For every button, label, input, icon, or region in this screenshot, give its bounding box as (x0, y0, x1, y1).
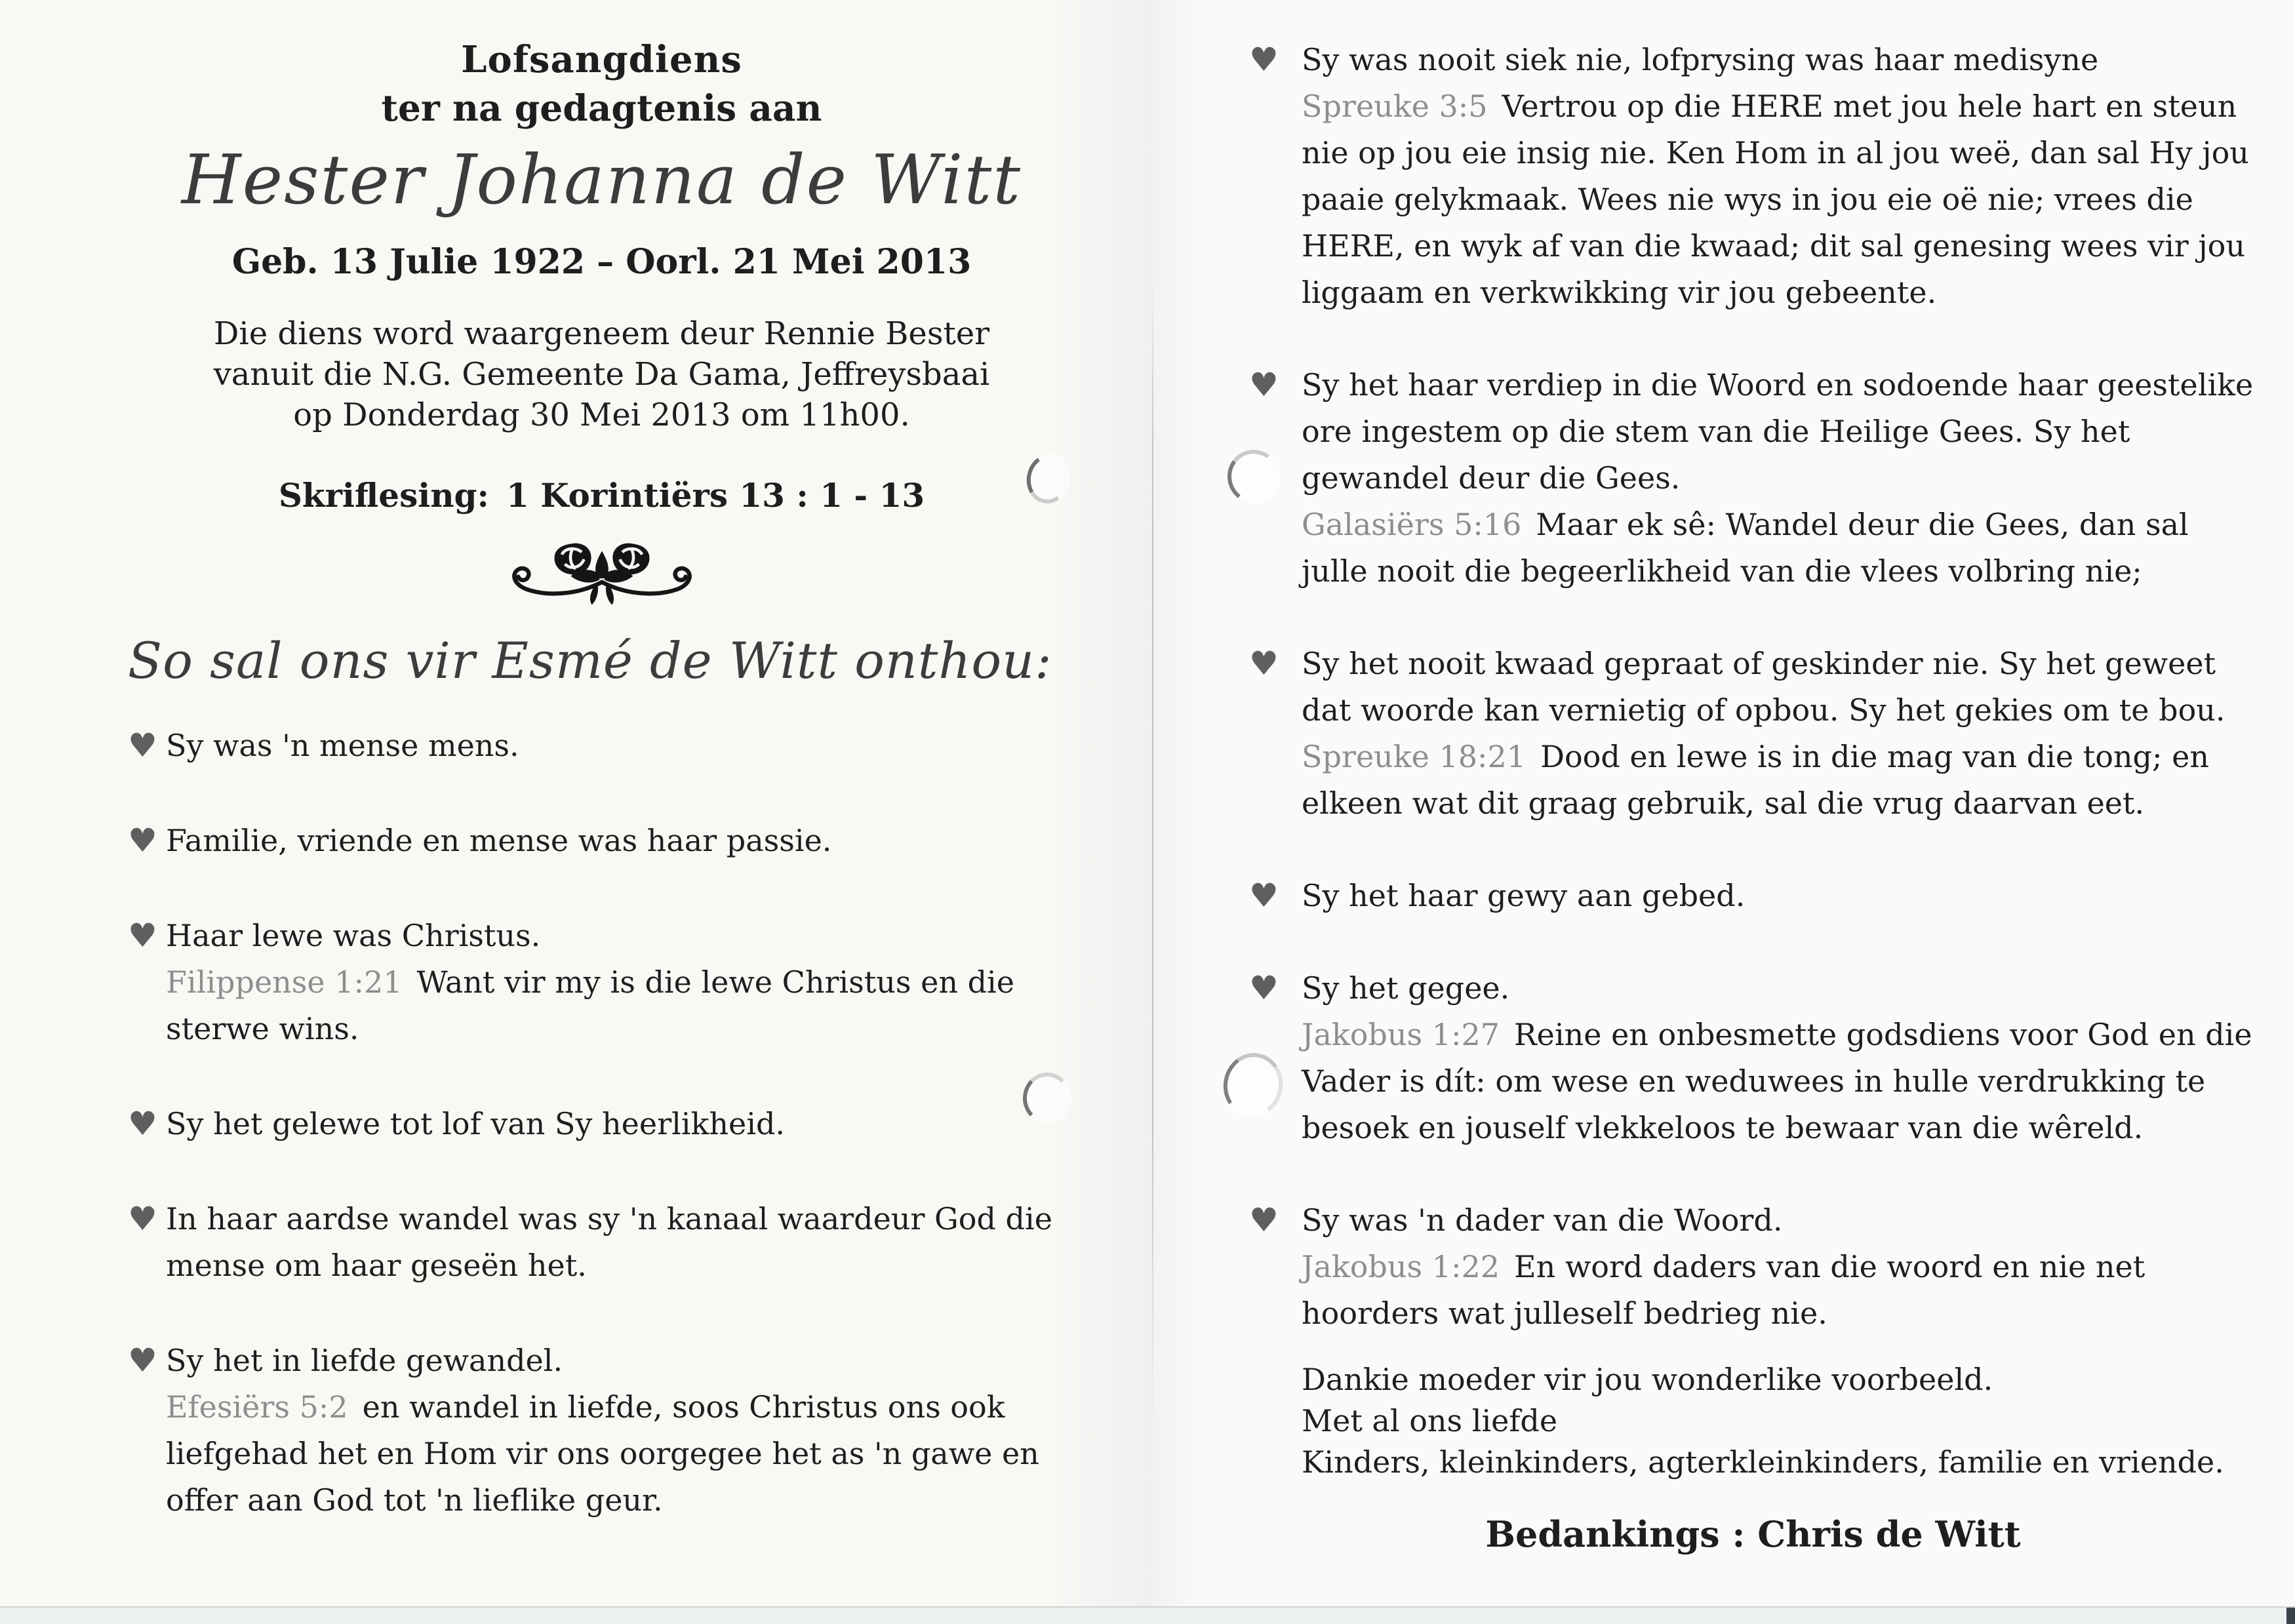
heart-icon: ♥ (128, 917, 157, 955)
twin-roses-ornament-icon (500, 537, 704, 610)
heart-icon: ♥ (1249, 41, 1279, 79)
memorial-subtitle: ter na gedagtenis aan (381, 87, 822, 129)
memory-text: Sy het haar verdiep in die Woord en sodoende haar geestelike ore ingestem op die stem van die Heilige Gees. Sy het gewandel deur die Gees. (1302, 367, 2254, 496)
memory-text: Sy was nooit siek nie, lofprysing was haar medisyne (1302, 42, 2099, 77)
memory-text: Sy het haar gewy aan gebed. (1302, 878, 1746, 913)
scripture-verse: Reine en onbesmette godsdiens voor God en die Vader is dít: om wese en weduwees in hulle verdrukking te besoek en jouself vlekkeloos te bewaar van die wêreld. (1302, 1017, 2252, 1145)
memory-item (1249, 37, 2257, 316)
scripture-reading (128, 476, 1075, 515)
memory-item (128, 1101, 1075, 1147)
closing-line: Met al ons liefde (1302, 1403, 1558, 1438)
heart-icon: ♥ (128, 1341, 157, 1379)
memory-item (1249, 1197, 2257, 1337)
service-details-line: vanuit die N.G. Gemeente Da Gama, Jeffreysbaai (213, 356, 990, 393)
service-title: Lofsangdiens (461, 38, 742, 81)
scripture-ref: Spreuke 18:21 (1302, 739, 1527, 774)
memory-item (128, 1196, 1075, 1289)
memory-text: Sy het nooit kwaad gepraat of geskinder nie. Sy het geweet dat woorde kan vernietig of opbou. Sy het gekies om te bou. (1302, 646, 2225, 728)
heart-icon: ♥ (1249, 877, 1279, 915)
memory-list-right (1249, 37, 2257, 1337)
service-details-line: Die diens word waargeneem deur Rennie Bester (213, 315, 990, 352)
scripture-quote (1302, 1244, 2257, 1337)
memory-text: Haar lewe was Christus. (166, 918, 541, 953)
memory-text: Sy het gelewe tot lof van Sy heerlikheid. (166, 1106, 786, 1141)
closing-line: Dankie moeder vir jou wonderlike voorbeeld. (1302, 1362, 1993, 1397)
punch-hole (1023, 1073, 1071, 1124)
memory-item (128, 723, 1075, 769)
heart-icon: ♥ (1249, 644, 1279, 683)
memory-item (1249, 362, 2257, 595)
scripture-quote (1302, 1012, 2257, 1151)
scripture-ref: Galasiërs 5:16 (1302, 507, 1522, 542)
scripture-quote (166, 1384, 1075, 1524)
scripture-verse: Dood en lewe is in die mag van die tong; en elkeen wat dit graag gebruik, sal die vrug daarvan eet. (1302, 739, 2209, 821)
scripture-verse: Want vir my is die lewe Christus en die sterwe wins. (166, 964, 1014, 1046)
memory-list-left (128, 723, 1075, 1524)
memory-text: Sy was 'n mense mens. (166, 728, 519, 763)
scripture-reading-value: 1 Korintiërs 13 : 1 - 13 (506, 476, 925, 515)
heart-icon: ♥ (128, 1105, 157, 1143)
deceased-name: Hester Johanna de Witt (181, 140, 1022, 220)
thanks-line: Bedankings : Chris de Witt (1485, 1513, 2021, 1555)
closing-message (1302, 1359, 2257, 1483)
scripture-reading-label: Skriflesing: (278, 476, 489, 515)
closing-line: Kinders, kleinkinders, agterkleinkinders, familie en vriende. (1302, 1444, 2224, 1480)
scripture-ref: Spreuke 3:5 (1302, 89, 1488, 124)
scripture-quote (1302, 502, 2257, 595)
remember-heading: So sal ons vir Esmé de Witt onthou: (128, 631, 1052, 690)
scripture-ref: Jakobus 1:22 (1302, 1249, 1500, 1284)
heart-icon: ♥ (128, 822, 157, 860)
memory-text: In haar aardse wandel was sy 'n kanaal waardeur God die mense om haar geseën het. (166, 1201, 1052, 1283)
memory-text: Sy het in liefde gewandel. (166, 1343, 563, 1378)
ornament-row (128, 537, 1075, 613)
page-fold-line (1152, 275, 1153, 1429)
memory-text: Familie, vriende en mense was haar passie. (166, 823, 832, 858)
memory-item (128, 1337, 1075, 1524)
scan-corner-mark (2286, 1608, 2295, 1624)
scripture-verse: Maar ek sê: Wandel deur die Gees, dan sal julle nooit die begeerlikheid van die vlees volbring nie; (1302, 507, 2189, 589)
scripture-quote (166, 959, 1075, 1052)
scripture-ref: Filippense 1:21 (166, 964, 403, 1000)
scripture-ref: Jakobus 1:27 (1302, 1017, 1500, 1052)
scripture-quote (1302, 734, 2257, 827)
memory-item (1249, 641, 2257, 827)
memory-item (1249, 965, 2257, 1151)
life-dates: Geb. 13 Julie 1922 – Oorl. 21 Mei 2013 (231, 242, 972, 282)
memory-item (128, 818, 1075, 864)
memory-text: Sy het gegee. (1302, 970, 1510, 1006)
right-page (1151, 0, 2295, 1624)
scripture-ref: Efesiërs 5:2 (166, 1389, 348, 1425)
scripture-quote (1302, 83, 2257, 316)
heart-icon: ♥ (128, 1200, 157, 1238)
heart-icon: ♥ (1249, 366, 1279, 404)
heart-icon: ♥ (128, 726, 157, 764)
scripture-verse: Vertrou op die HERE met jou hele hart en steun nie op jou eie insig nie. Ken Hom in al jou weë, dan sal Hy jou paaie gelykmaak. Wees nie wys in jou eie oë nie; vrees die HERE, en wyk af van die kwaad; dit sal genesing wees vir jou liggaam en verkwikking vir jou gebeente. (1302, 89, 2249, 310)
scan-edge-strip (0, 1608, 2295, 1624)
service-details (128, 313, 1075, 435)
scripture-verse: En word daders van die woord en nie net hoorders wat julleself bedrieg nie. (1302, 1249, 2145, 1331)
service-details-line: op Donderdag 30 Mei 2013 om 11h00. (293, 397, 910, 433)
memory-text: Sy was 'n dader van die Woord. (1302, 1202, 1783, 1238)
heart-icon: ♥ (1249, 969, 1279, 1007)
heart-icon: ♥ (1249, 1201, 1279, 1239)
memory-item (1249, 873, 2257, 919)
scripture-verse: en wandel in liefde, soos Christus ons ook liefgehad het en Hom vir ons oorgegee het as 'n gawe en offer aan God tot 'n lieflike geur. (166, 1389, 1039, 1518)
memory-item (128, 913, 1075, 1052)
